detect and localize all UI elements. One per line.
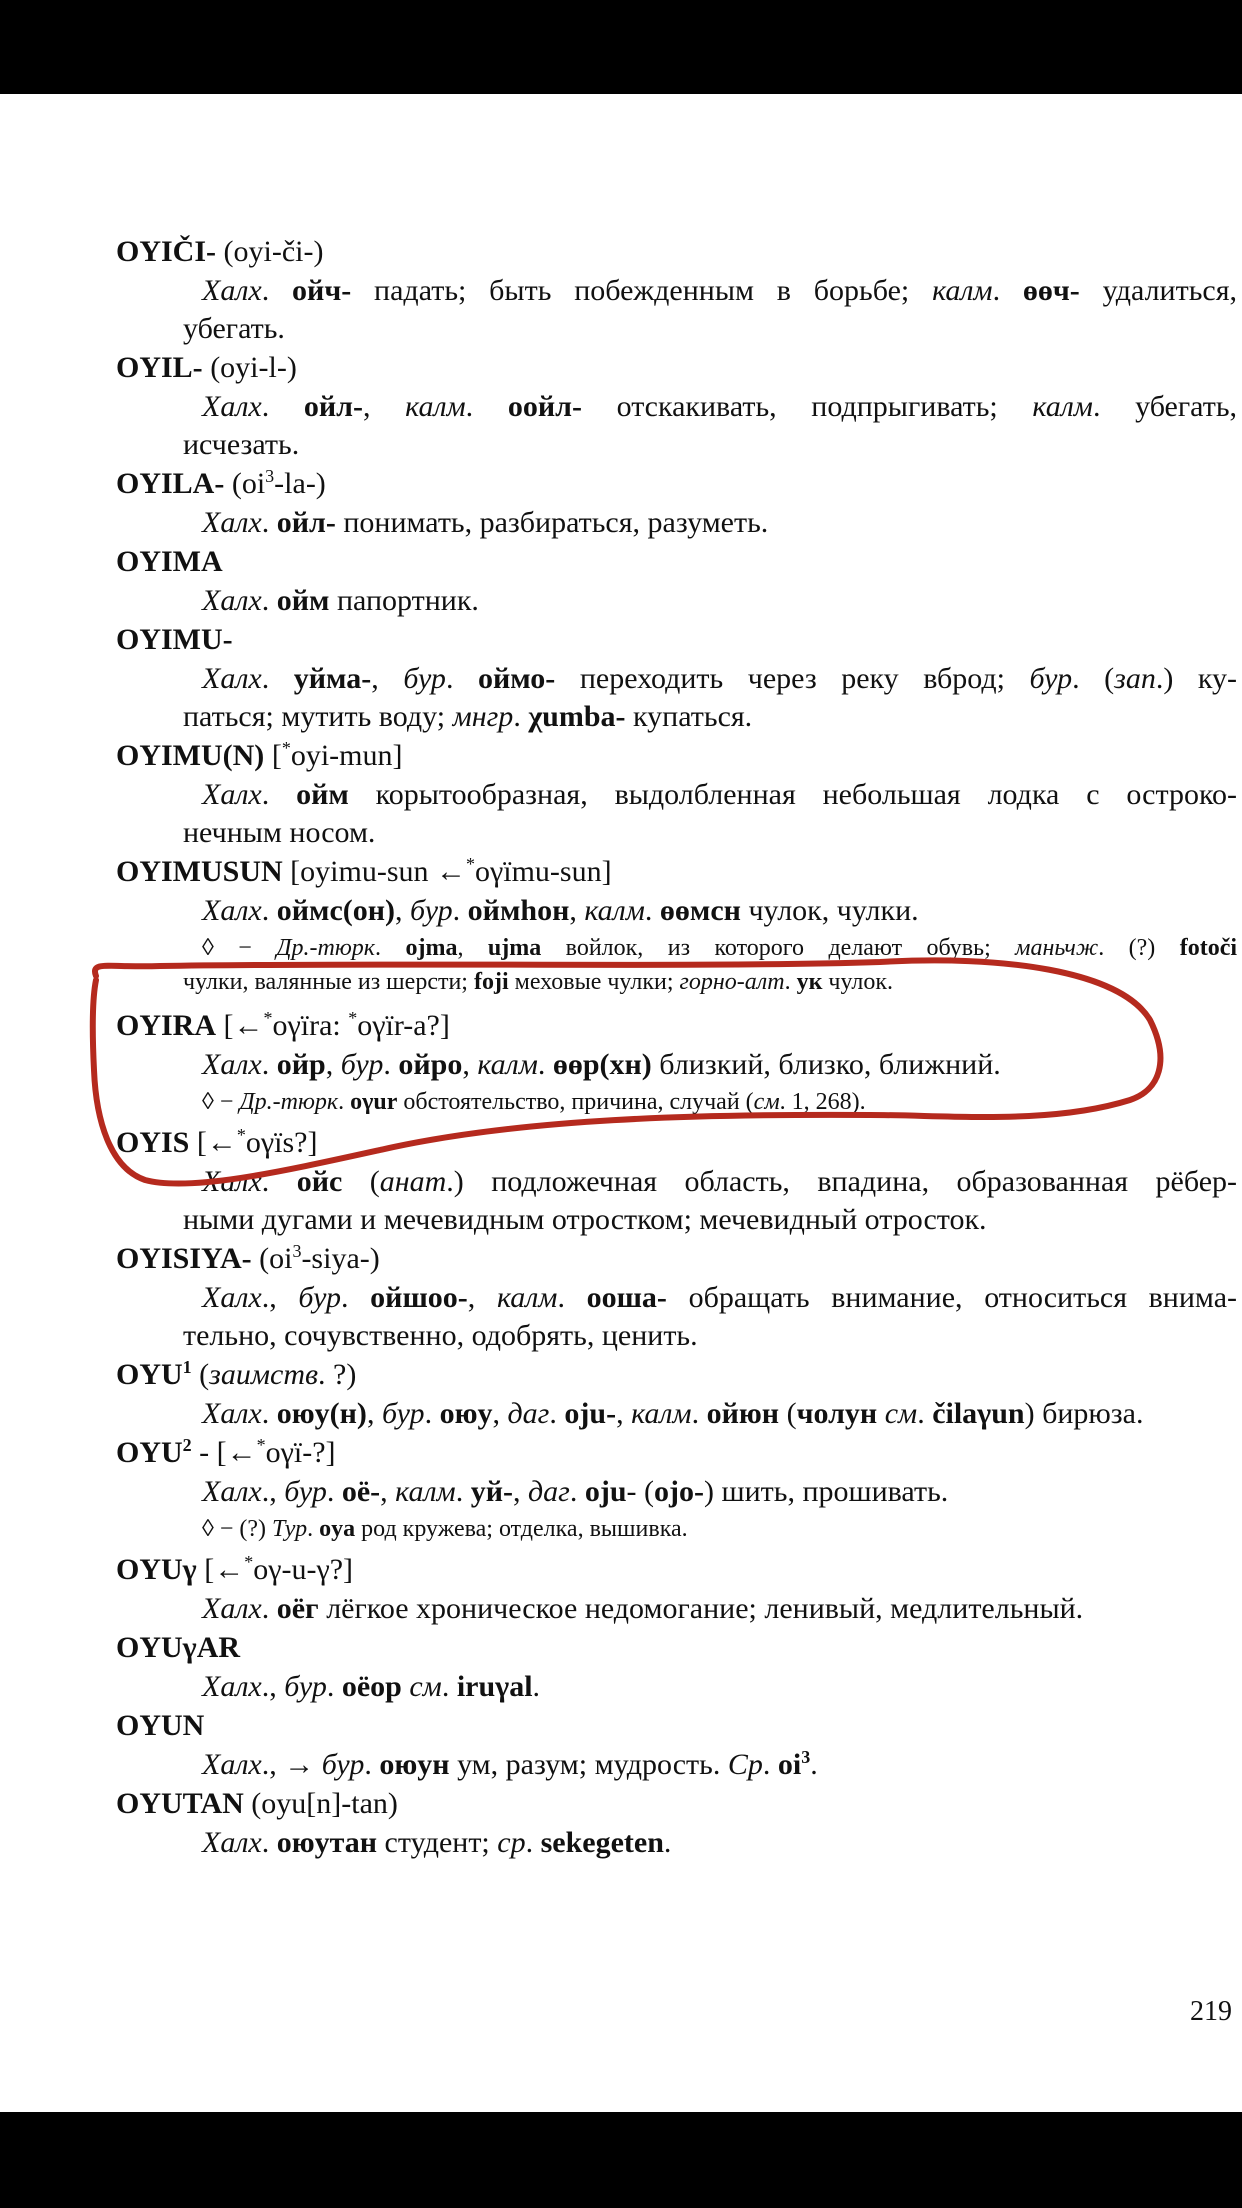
- abbreviation: Халх: [202, 1475, 262, 1508]
- definition-line: [202, 1163, 1237, 1201]
- headword-form: оё-: [341, 1475, 381, 1508]
- abbreviation: бур: [321, 1748, 365, 1781]
- headword-form: ойшоо-: [370, 1281, 468, 1314]
- headword-form: өөмсн: [659, 894, 741, 927]
- text-segment: ,: [366, 1397, 382, 1430]
- etymology-italic: заимств: [209, 1358, 319, 1391]
- text-segment: (: [779, 1397, 797, 1430]
- text-segment: .: [424, 1397, 440, 1430]
- text-segment: .: [465, 390, 508, 423]
- etymology-text: oγ-u-γ?]: [253, 1553, 354, 1586]
- abbreviation: ср: [497, 1826, 526, 1859]
- text-segment: .: [762, 1748, 778, 1781]
- headword-form: ойч-: [292, 274, 352, 307]
- headword-form: foji: [473, 969, 509, 995]
- headword-form: ооша-: [586, 1281, 667, 1314]
- abbreviation: бур: [284, 1475, 327, 1508]
- text-segment: .) ку-: [1155, 662, 1237, 695]
- headword-form: fotoči: [1179, 935, 1238, 961]
- definition-line: [183, 310, 1218, 348]
- definition-line: [202, 892, 1237, 930]
- text-segment: .: [375, 935, 406, 961]
- text-segment: ) шить, прошивать.: [704, 1475, 949, 1508]
- text-segment: чулки, валянные из шерсти;: [183, 969, 474, 995]
- etymology-text: oγïs?]: [245, 1126, 318, 1159]
- abbreviation: Халх: [202, 584, 262, 617]
- definition-line: [202, 1279, 1237, 1317]
- text-segment: корытообразная, выдолбленная небольшая лодка с остроко-: [348, 778, 1237, 811]
- abbreviation: Халх: [202, 1048, 262, 1081]
- text-segment: ,: [325, 1048, 341, 1081]
- text-segment: обращать внимание, относиться внима-: [666, 1281, 1238, 1314]
- abbreviation: Халх: [202, 390, 262, 423]
- text-segment: меховые чулки;: [508, 969, 680, 995]
- text-segment: .: [261, 390, 304, 423]
- headword-form: оймһон: [467, 894, 570, 927]
- text-segment: .: [992, 274, 1023, 307]
- abbreviation: Халх: [202, 1826, 262, 1859]
- abbreviation: зап: [1114, 662, 1156, 695]
- entry-headword-line: [116, 233, 323, 271]
- text-segment: .: [261, 778, 297, 811]
- text-segment: ,: [395, 894, 411, 927]
- reconstruction-mark: *: [281, 738, 291, 758]
- etymology-text: [←: [196, 1553, 245, 1586]
- text-segment: ум, разум; мудрость.: [449, 1748, 728, 1781]
- abbreviation: калм: [1032, 390, 1093, 423]
- text-segment: купаться.: [625, 700, 753, 733]
- text-segment: ,: [380, 1475, 396, 1508]
- text-segment: ,: [492, 1397, 508, 1430]
- abbreviation: Халх: [202, 1165, 262, 1198]
- abbreviation: Др.-тюрк: [239, 1089, 339, 1115]
- abbreviation: калм: [496, 1281, 558, 1314]
- definition-line: [202, 660, 1237, 698]
- entry-headword: OYIRA: [116, 1009, 217, 1042]
- text-segment: . (?): [1098, 935, 1180, 961]
- text-segment: переходить через реку вброд;: [555, 662, 1030, 695]
- abbreviation: бур: [381, 1397, 425, 1430]
- text-segment: .: [261, 1048, 277, 1081]
- definition-line: [202, 1824, 1237, 1862]
- headword-form: sekegeten: [540, 1826, 664, 1859]
- text-segment: чулок, чулки.: [740, 894, 919, 927]
- text-segment: ,: [363, 390, 406, 423]
- text-segment: отскакивать, подпрыгивать;: [581, 390, 1033, 423]
- text-segment: .: [784, 969, 797, 995]
- text-segment: ,: [457, 935, 488, 961]
- definition-line: [202, 1590, 1237, 1628]
- headword-form: ук: [796, 969, 823, 995]
- entry-headword-line: [116, 1240, 380, 1278]
- abbreviation: даг: [507, 1397, 550, 1430]
- text-segment: .: [452, 894, 468, 927]
- headword-form: iruγal: [456, 1670, 533, 1703]
- text-segment: ,: [371, 662, 404, 695]
- abbreviation: маньчж: [1015, 935, 1099, 961]
- reconstruction-mark: 3: [265, 466, 275, 486]
- text-segment: ,: [467, 1281, 497, 1314]
- definition-line: [183, 698, 1218, 736]
- etymology-text: . ?): [318, 1358, 357, 1391]
- etymology-text: oγï-?]: [265, 1436, 336, 1469]
- reconstruction-mark: *: [256, 1435, 266, 1455]
- text-segment: .: [513, 700, 529, 733]
- headword-form: оёг: [276, 1592, 319, 1625]
- text-segment: (: [342, 1165, 380, 1198]
- text-segment: ◊ −: [202, 1089, 240, 1115]
- abbreviation: Др.-тюрк: [276, 935, 376, 961]
- text-segment: .,: [261, 1475, 285, 1508]
- text-segment: .: [261, 1592, 277, 1625]
- abbreviation: Халх: [202, 1397, 262, 1430]
- text-segment: .: [261, 506, 277, 539]
- headword-form: оюун: [379, 1748, 450, 1781]
- entry-headword-line: [116, 543, 223, 581]
- etymology-text: (oi: [224, 467, 266, 500]
- headword-form: өөч-: [1022, 274, 1080, 307]
- entry-headword: OYIMUSUN: [116, 855, 283, 888]
- definition-line: [183, 814, 1218, 852]
- abbreviation: см: [884, 1397, 918, 1430]
- reconstruction-mark: 3: [292, 1241, 302, 1261]
- text-segment: убегать.: [183, 312, 285, 345]
- headword-form: чолун: [796, 1397, 878, 1430]
- headword-form: оюутан: [276, 1826, 378, 1859]
- abbreviation: анат: [379, 1165, 447, 1198]
- text-segment: .: [691, 1397, 707, 1430]
- abbreviation: Халх: [202, 1281, 262, 1314]
- text-segment: ◊ −: [202, 935, 277, 961]
- entry-headword: OYIČI-: [116, 235, 217, 268]
- entry-headword: OYIS: [116, 1126, 190, 1159]
- comparison-note-line: [202, 932, 1237, 964]
- text-segment: папортник.: [329, 584, 479, 617]
- headword-form: oγur: [350, 1089, 398, 1115]
- text-segment: .: [364, 1748, 380, 1781]
- headword-form: ойл-: [276, 506, 336, 539]
- entry-headword-line: [116, 1551, 353, 1589]
- text-segment: .: [261, 274, 293, 307]
- text-segment: .: [326, 1475, 342, 1508]
- definition-line: [202, 388, 1237, 426]
- abbreviation: Халх: [202, 894, 262, 927]
- headword-form: ujma: [487, 935, 542, 961]
- headword-form: оёор: [341, 1670, 402, 1703]
- definition-line: [202, 1046, 1237, 1084]
- abbreviation: Тур: [272, 1516, 308, 1542]
- text-segment: .: [326, 1670, 342, 1703]
- entry-headword-line: [116, 1434, 336, 1472]
- headword-form: ойл-: [303, 390, 363, 423]
- text-segment: войлок, из которого делают обувь;: [541, 935, 1016, 961]
- text-segment: .: [810, 1748, 818, 1781]
- text-segment: .: [338, 1089, 351, 1115]
- text-segment: .: [663, 1826, 672, 1859]
- abbreviation: Халх: [202, 274, 262, 307]
- definition-line: [202, 582, 1237, 620]
- text-segment: [877, 1397, 885, 1430]
- headword-form: уйма-: [293, 662, 372, 695]
- text-segment: ., →: [261, 1748, 322, 1781]
- text-segment: .: [261, 1826, 277, 1859]
- entry-headword: OYISIYA-: [116, 1242, 252, 1275]
- etymology-text: -siya-): [301, 1242, 380, 1275]
- abbreviation: горно-алт: [679, 969, 785, 995]
- headword-form: ojo-: [654, 1475, 705, 1508]
- etymology-text: (oyu[n]-tan): [243, 1787, 398, 1820]
- abbreviation: калм: [477, 1048, 538, 1081]
- etymology-text: [oyimu-sun ←: [282, 855, 466, 888]
- abbreviation: Халх: [202, 662, 262, 695]
- headword-form: ойр: [276, 1048, 326, 1081]
- abbreviation: бур: [284, 1670, 327, 1703]
- abbreviation: калм: [631, 1397, 692, 1430]
- abbreviation: Халх: [202, 778, 262, 811]
- abbreviation: см: [753, 1089, 780, 1115]
- abbreviation: см: [409, 1670, 442, 1703]
- abbreviation: калм: [395, 1475, 456, 1508]
- text-segment: студент;: [377, 1826, 498, 1859]
- abbreviation: бур: [403, 662, 446, 695]
- etymology-text: (oyi-l-): [202, 351, 297, 384]
- entry-headword-line: [116, 853, 612, 891]
- text-segment: исчезать.: [183, 428, 300, 461]
- text-segment: - (: [626, 1475, 655, 1508]
- definition-line: [202, 504, 1237, 542]
- text-segment: нечным носом.: [183, 816, 376, 849]
- text-segment: .: [261, 584, 277, 617]
- entry-headword: OYIMA: [116, 545, 223, 578]
- entry-headword: OYUTAN: [116, 1787, 244, 1820]
- text-segment: .: [261, 662, 294, 695]
- abbreviation: Халх: [202, 1592, 262, 1625]
- headword-form: уй-: [470, 1475, 513, 1508]
- entry-headword: OYU: [116, 1436, 183, 1469]
- text-segment: обстоятельство, причина, случай (: [397, 1089, 754, 1115]
- text-segment: .: [261, 894, 277, 927]
- text-segment: .) подложечная область, впадина, образованная рёбер-: [446, 1165, 1238, 1198]
- reconstruction-mark: *: [236, 1125, 246, 1145]
- text-segment: .: [644, 894, 660, 927]
- etymology-text: oyi-mun]: [290, 739, 403, 772]
- etymology-text: oγïr-a?]: [357, 1009, 450, 1042]
- etymology-text: (oi: [251, 1242, 293, 1275]
- definition-line: [183, 1317, 1218, 1355]
- headword-form: ойс: [296, 1165, 343, 1198]
- reconstruction-mark: *: [466, 854, 475, 874]
- definition-line: [202, 1395, 1237, 1433]
- text-segment: . 1, 268).: [779, 1089, 866, 1115]
- comparison-note-line: [183, 966, 1218, 998]
- abbreviation: бур: [340, 1048, 384, 1081]
- headword-form: ойм: [296, 778, 349, 811]
- etymology-text: oγïra:: [272, 1009, 349, 1042]
- text-segment: .: [307, 1516, 320, 1542]
- abbreviation: бур: [1029, 662, 1073, 695]
- headword-form: oju: [584, 1475, 627, 1508]
- text-segment: .: [917, 1397, 933, 1430]
- comparison-note-line: [202, 1086, 1237, 1118]
- text-segment: .: [549, 1397, 565, 1430]
- entry-headword: OYIL-: [116, 351, 203, 384]
- text-segment: ) бирюза.: [1024, 1397, 1144, 1430]
- comparison-note-line: [202, 1513, 1237, 1545]
- entry-headword-line: [116, 1629, 240, 1667]
- text-segment: лёгкое хроническое недомогание; ленивый, медлительный.: [318, 1592, 1084, 1625]
- text-segment: .,: [261, 1670, 285, 1703]
- text-segment: удалиться,: [1079, 274, 1238, 307]
- definition-line: [202, 776, 1237, 814]
- entry-headword: OYIMU-: [116, 623, 233, 656]
- text-segment: .: [261, 1397, 277, 1430]
- headword-form: оймо-: [477, 662, 556, 695]
- headword-form: ojma: [405, 935, 458, 961]
- text-segment: .: [569, 1475, 585, 1508]
- text-segment: ными дугами и мечевидным отростком; мечевидный отросток.: [183, 1203, 987, 1236]
- text-segment: понимать, разбираться, разуметь.: [335, 506, 769, 539]
- entry-headword-line: [116, 1124, 317, 1162]
- reconstruction-mark: *: [244, 1552, 254, 1572]
- etymology-text: [←: [189, 1126, 237, 1159]
- entry-headword-line: [116, 1356, 356, 1394]
- text-segment: паться; мутить воду;: [183, 700, 453, 733]
- etymology-text: (oyi-či-): [216, 235, 324, 268]
- text-segment: .: [383, 1048, 399, 1081]
- text-segment: .: [537, 1048, 553, 1081]
- abbreviation: Ср: [727, 1748, 763, 1781]
- definition-line: [183, 426, 1218, 464]
- headword-form: čilaγun: [932, 1397, 1025, 1430]
- entry-headword-line: [116, 1707, 204, 1745]
- headword-form: oju-: [564, 1397, 617, 1430]
- entry-headword: OYUγAR: [116, 1631, 241, 1664]
- abbreviation: даг: [527, 1475, 570, 1508]
- headword-form: оймс(он): [276, 894, 396, 927]
- definition-line: [202, 272, 1237, 310]
- text-segment: ,: [616, 1397, 632, 1430]
- text-segment: тельно, сочувственно, одобрять, ценить.: [183, 1319, 698, 1352]
- text-segment: .: [532, 1670, 541, 1703]
- text-segment: ,: [512, 1475, 528, 1508]
- text-segment: . (: [1072, 662, 1115, 695]
- homonym-number: 1: [182, 1357, 192, 1377]
- headword-form: oya: [319, 1516, 356, 1542]
- text-segment: ◊ − (?): [202, 1516, 273, 1542]
- headword-form: χumba-: [528, 700, 626, 733]
- homonym-number: 2: [182, 1435, 192, 1455]
- superscript: 3: [801, 1747, 811, 1767]
- headword-form: оюу: [439, 1397, 493, 1430]
- abbreviation: Халх: [202, 506, 262, 539]
- entry-headword-line: [116, 1007, 450, 1045]
- reconstruction-mark: *: [348, 1008, 358, 1028]
- definition-line: [202, 1746, 1237, 1784]
- etymology-text: (: [191, 1358, 210, 1391]
- text-segment: ,: [569, 894, 585, 927]
- definition-line: [202, 1668, 1237, 1706]
- text-segment: род кружева; отделка, вышивка.: [355, 1516, 688, 1542]
- entry-headword-line: [116, 1785, 398, 1823]
- text-segment: .: [455, 1475, 471, 1508]
- entry-headword: OYU: [116, 1358, 183, 1391]
- text-segment: .: [445, 662, 478, 695]
- abbreviation: Халх: [202, 1748, 262, 1781]
- headword-form: оойл-: [507, 390, 582, 423]
- entry-headword: OYUγ: [116, 1553, 197, 1586]
- etymology-text: [←: [216, 1009, 264, 1042]
- etymology-text: -la-): [274, 467, 326, 500]
- headword-form: oi: [777, 1748, 802, 1781]
- abbreviation: Халх: [202, 1670, 262, 1703]
- text-segment: .: [341, 1281, 371, 1314]
- etymology-text: [: [264, 739, 282, 772]
- abbreviation: калм: [405, 390, 466, 423]
- etymology-text: oγïmu-sun]: [475, 855, 612, 888]
- text-segment: .: [557, 1281, 587, 1314]
- abbreviation: мнгр: [452, 700, 514, 733]
- abbreviation: бур: [410, 894, 453, 927]
- headword-form: ойро: [398, 1048, 463, 1081]
- abbreviation: бур: [298, 1281, 342, 1314]
- reconstruction-mark: *: [263, 1008, 273, 1028]
- text-segment: ,: [462, 1048, 478, 1081]
- text-segment: .: [261, 1165, 297, 1198]
- abbreviation: калм: [584, 894, 645, 927]
- abbreviation: калм: [932, 274, 993, 307]
- entry-headword: OYIMU(N): [116, 739, 265, 772]
- headword-form: өөр(хн): [552, 1048, 652, 1081]
- entry-headword-line: [116, 621, 233, 659]
- entry-headword-line: [116, 465, 326, 503]
- top-black-bar: [0, 0, 1242, 94]
- text-segment: .,: [261, 1281, 299, 1314]
- text-segment: чулок.: [822, 969, 894, 995]
- text-segment: близкий, близко, ближний.: [651, 1048, 1001, 1081]
- entry-headword: OYUN: [116, 1709, 205, 1742]
- entry-headword-line: [116, 737, 402, 775]
- entry-headword-line: [116, 349, 297, 387]
- headword-form: ойм: [276, 584, 330, 617]
- text-segment: .: [441, 1670, 457, 1703]
- definition-line: [183, 1201, 1218, 1239]
- text-segment: падать; быть побежденным в борьбе;: [351, 274, 933, 307]
- etymology-text: - [←: [191, 1436, 257, 1469]
- definition-line: [202, 1473, 1237, 1511]
- bottom-black-bar: [0, 2112, 1242, 2208]
- page-number: 219: [1190, 1996, 1232, 2027]
- headword-form: ойюн: [706, 1397, 780, 1430]
- text-segment: .: [525, 1826, 541, 1859]
- headword-form: оюу(н): [276, 1397, 367, 1430]
- entry-headword: OYILA-: [116, 467, 225, 500]
- text-segment: . убегать,: [1092, 390, 1238, 423]
